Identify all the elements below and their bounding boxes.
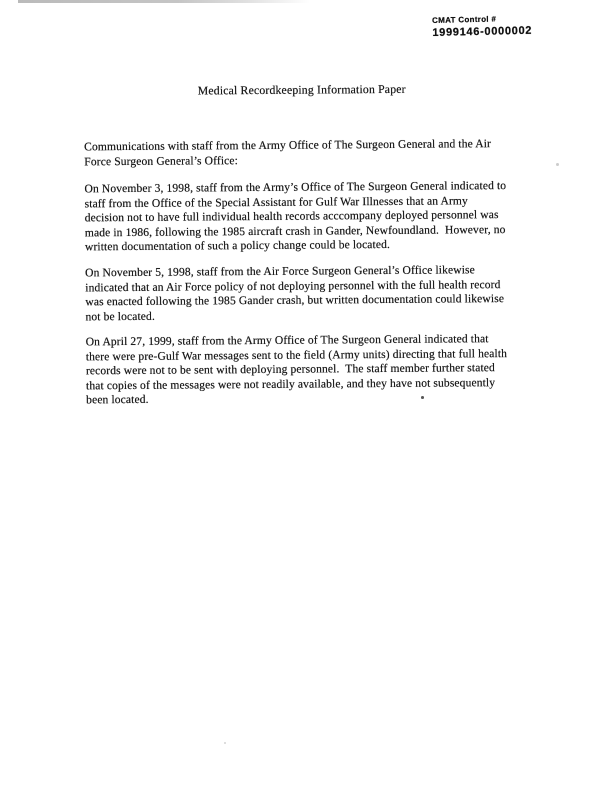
text-line: On November 3, 1998, staff from the Army’s Office of The Surgeon General indicated to [84, 179, 507, 196]
paragraph-april-27-1999 [86, 332, 508, 408]
text-line: was enacted following the 1985 Gander crash, but written documentation could likewise [85, 292, 505, 309]
text-line: indicated that an Air Force policy of not deploying personnel with the full health record [85, 277, 501, 294]
text-line: that copies of the messages were not readily available, and they have not subsequently [85, 375, 496, 392]
text-line: staff from the Office of the Special Assistant for Gulf War Illnesses that an Army [84, 193, 468, 210]
text-line: written documentation of such a policy change could be located. [84, 237, 391, 254]
paragraph-november-5-1998 [85, 263, 504, 324]
paragraph-november-3-1998 [84, 179, 506, 255]
scan-artifact-dot-faint [556, 163, 559, 166]
document-title: Medical Recordkeeping Information Paper [197, 81, 406, 98]
text-line: records were not to be sent with deploying personnel. The staff member further stated [85, 361, 495, 378]
text-line: On November 5, 1998, staff from the Air Force Surgeon General’s Office likewise [85, 263, 475, 280]
text-line: On April 27, 1999, staff from the Army Office of The Surgeon General indicated that [85, 332, 489, 349]
text-line: not be located. [85, 309, 155, 323]
control-number-label: CMAT Control # [432, 14, 497, 25]
text-line: decision not to have full individual health records acccompany deployed personnel was [84, 208, 499, 225]
text-line: Force Surgeon General’s Office: [84, 153, 238, 168]
text-line: there were pre-Gulf War messages sent to the field (Army units) directing that full health [85, 346, 508, 363]
paragraph-communications-heading [84, 137, 491, 169]
text-line: Communications with staff from the Army Office of The Surgeon General and the Air [84, 137, 492, 154]
scan-artifact-dot [421, 396, 424, 399]
scan-artifact-dot-faint [224, 742, 226, 744]
text-line: been located. [86, 392, 149, 407]
text-line: made in 1986, following the 1985 aircraft crash in Gander, Newfoundland. However, no [84, 222, 506, 239]
control-number-value: 1999146-0000002 [432, 24, 533, 39]
